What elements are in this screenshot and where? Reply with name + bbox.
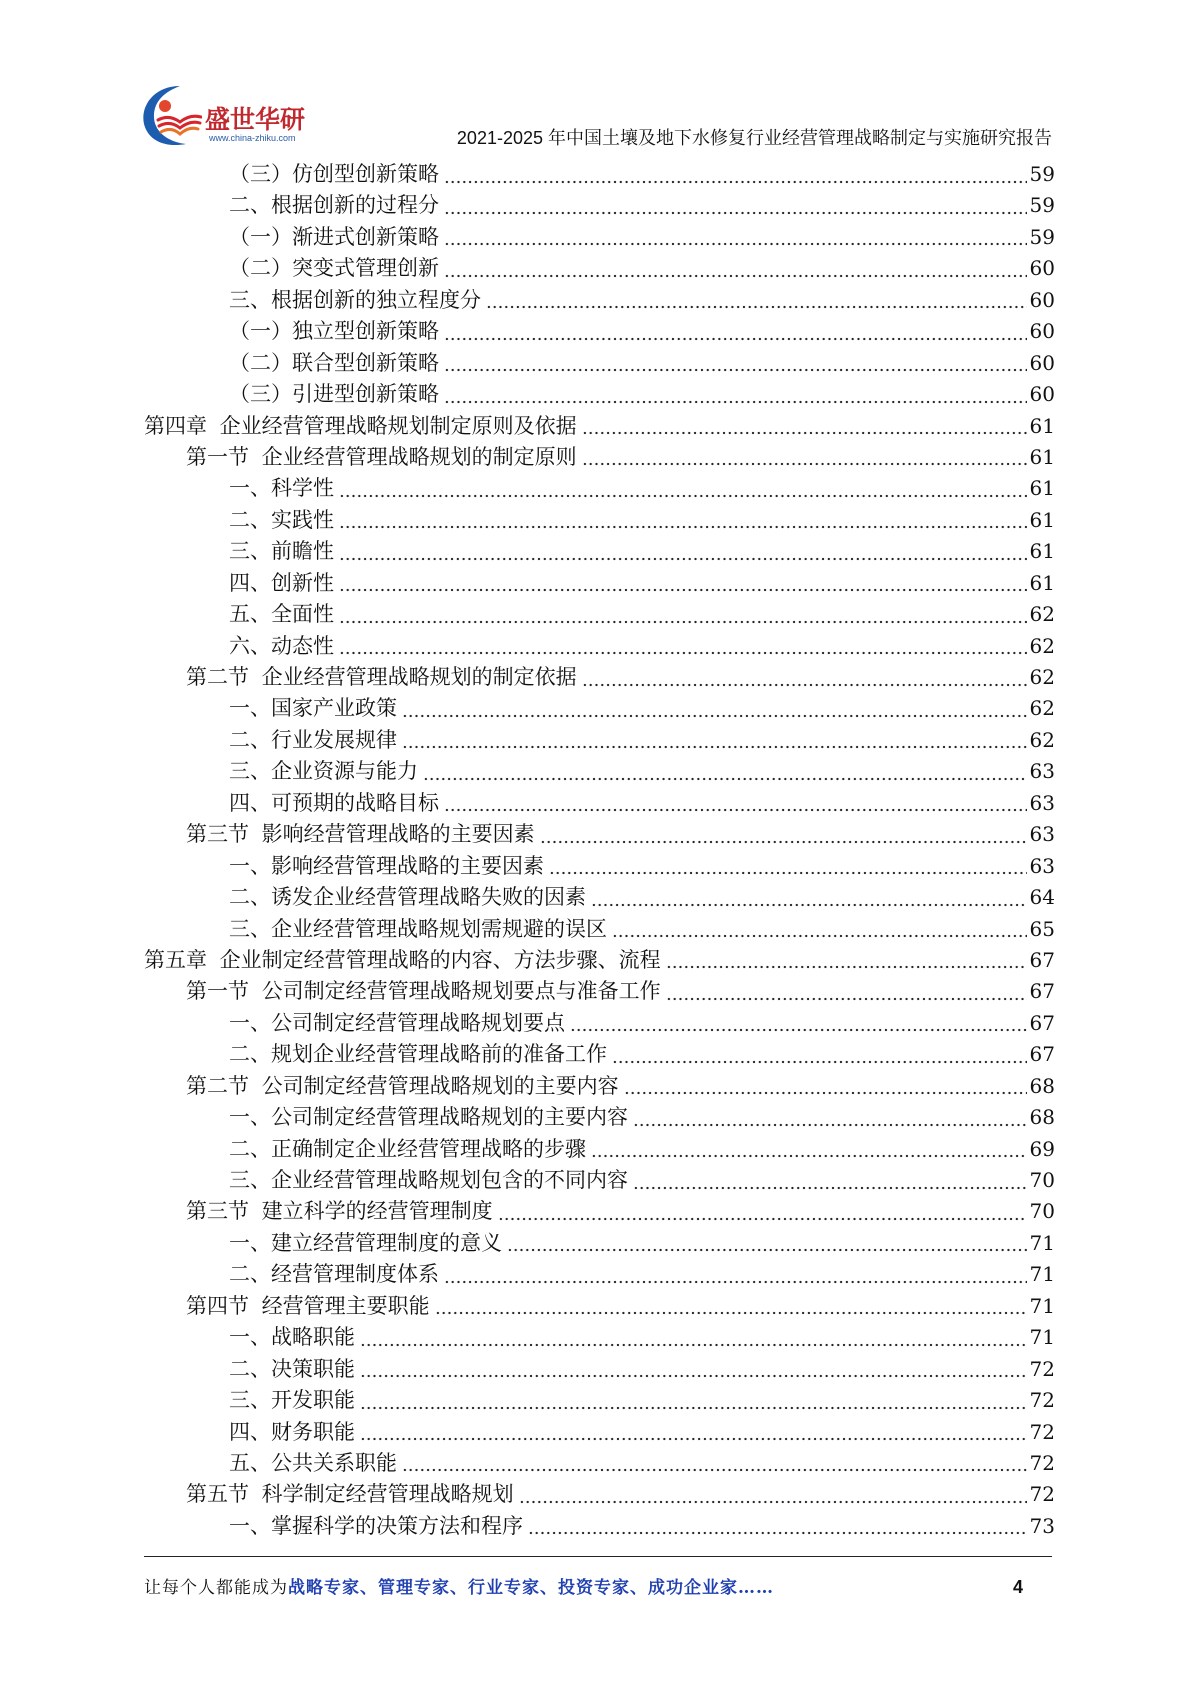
toc-dot-leader	[401, 1448, 1027, 1479]
toc-entry-title: 三、企业资源与能力	[229, 759, 418, 784]
toc-entry-title: （三）仿创型创新策略	[229, 162, 439, 186]
footer-slogan-highlight: 战略专家、管理专家、行业专家、投资专家、成功企业家……	[288, 1578, 774, 1598]
toc-entry-title: 一、影响经营管理战略的主要因素	[229, 853, 544, 878]
toc-entry-title: 三、开发职能	[229, 1388, 355, 1413]
toc-item-entry	[144, 1165, 1055, 1196]
toc-entry-page-number: 63	[1029, 822, 1055, 847]
toc-dot-leader	[611, 1039, 1027, 1070]
toc-entry-page-number: 68	[1029, 1105, 1055, 1130]
toc-item-entry	[144, 1228, 1055, 1259]
toc-entry-page-number: 62	[1029, 696, 1055, 721]
toc-entry-page-number: 73	[1029, 1513, 1055, 1538]
page-number: 4	[1012, 1577, 1023, 1597]
toc-entry-title: 四、创新性	[229, 570, 334, 595]
toc-entry-title: 第五节 科学制定经营管理战略规划	[186, 1482, 514, 1507]
toc-entry-title: 二、决策职能	[229, 1356, 355, 1381]
toc-entry-title: 第四章 企业经营管理战略规划制定原则及依据	[144, 413, 577, 438]
toc-item-entry	[144, 882, 1055, 913]
toc-dot-leader	[539, 819, 1027, 850]
toc-item-entry	[144, 505, 1055, 536]
toc-entry-page-number: 71	[1029, 1230, 1055, 1255]
toc-item-entry	[144, 222, 1055, 253]
toc-entry-page-number: 63	[1029, 759, 1055, 784]
toc-entry-title: 第三节 影响经营管理战略的主要因素	[186, 822, 535, 847]
toc-dot-leader	[443, 788, 1027, 819]
toc-entry-page-number: 72	[1029, 1450, 1055, 1475]
toc-entry-page-number: 65	[1029, 916, 1055, 941]
toc-chapter-entry	[144, 945, 1055, 976]
toc-entry-title: 三、企业经营管理战略规划包含的不同内容	[229, 1168, 628, 1192]
toc-entry-title: 二、根据创新的过程分	[229, 193, 439, 218]
toc-item-entry	[144, 253, 1055, 284]
toc-dot-leader	[443, 253, 1027, 284]
toc-dot-leader	[338, 473, 1027, 504]
toc-entry-title: 三、前瞻性	[229, 539, 334, 564]
toc-entry-page-number: 61	[1029, 413, 1055, 438]
toc-dot-leader	[443, 159, 1027, 190]
toc-entry-title: 一、科学性	[229, 476, 334, 501]
toc-entry-page-number: 71	[1029, 1262, 1055, 1287]
toc-section-entry	[144, 442, 1055, 473]
toc-entry-page-number: 61	[1029, 444, 1055, 469]
toc-entry-title: 一、公司制定经营管理战略规划要点	[229, 1010, 565, 1035]
toc-entry-page-number: 72	[1029, 1419, 1055, 1444]
toc-entry-page-number: 69	[1029, 1136, 1055, 1161]
toc-dot-leader	[506, 1228, 1027, 1259]
toc-entry-page-number: 70	[1029, 1168, 1055, 1192]
toc-section-entry	[144, 819, 1055, 850]
toc-dot-leader	[359, 1417, 1027, 1448]
toc-entry-page-number: 64	[1029, 885, 1055, 910]
toc-item-entry	[144, 1134, 1055, 1165]
toc-entry-title: 二、经营管理制度体系	[229, 1262, 439, 1287]
toc-entry-title: （一）渐进式创新策略	[229, 224, 439, 249]
toc-entry-page-number: 62	[1029, 602, 1055, 627]
footer-slogan	[144, 1577, 774, 1599]
toc-section-entry	[144, 1479, 1055, 1510]
toc-entry-page-number: 61	[1029, 476, 1055, 501]
toc-item-entry	[144, 1417, 1055, 1448]
toc-entry-page-number: 72	[1029, 1356, 1055, 1381]
toc-entry-page-number: 68	[1029, 1073, 1055, 1098]
toc-entry-title: 四、可预期的战略目标	[229, 790, 439, 815]
toc-entry-title: 二、实践性	[229, 507, 334, 532]
toc-item-entry	[144, 599, 1055, 630]
toc-entry-page-number: 59	[1029, 193, 1055, 218]
toc-item-entry	[144, 316, 1055, 347]
toc-entry-page-number: 61	[1029, 507, 1055, 532]
toc-dot-leader	[401, 725, 1027, 756]
toc-dot-leader	[632, 1165, 1027, 1196]
toc-item-entry	[144, 1385, 1055, 1416]
toc-entry-page-number: 62	[1029, 665, 1055, 689]
toc-item-entry	[144, 379, 1055, 410]
toc-entry-page-number: 71	[1029, 1293, 1055, 1318]
toc-entry-page-number: 59	[1029, 224, 1055, 249]
toc-entry-page-number: 59	[1029, 162, 1055, 186]
toc-entry-title: 第四节 经营管理主要职能	[186, 1293, 430, 1318]
toc-entry-title: 一、公司制定经营管理战略规划的主要内容	[229, 1105, 628, 1130]
toc-entry-title: 一、国家产业政策	[229, 696, 397, 721]
toc-entry-title: 四、财务职能	[229, 1419, 355, 1444]
toc-entry-page-number: 60	[1029, 350, 1055, 375]
toc-dot-leader	[548, 851, 1027, 882]
toc-dot-leader	[632, 1102, 1027, 1133]
toc-entry-page-number: 72	[1029, 1482, 1055, 1507]
toc-section-entry	[144, 1196, 1055, 1227]
toc-dot-leader	[443, 222, 1027, 253]
toc-dot-leader	[434, 1291, 1027, 1322]
toc-dot-leader	[581, 662, 1027, 693]
footer-divider	[144, 1556, 1052, 1557]
toc-item-entry	[144, 756, 1055, 787]
toc-entry-page-number: 63	[1029, 853, 1055, 878]
toc-entry-page-number: 60	[1029, 319, 1055, 344]
toc-item-entry	[144, 1259, 1055, 1290]
toc-dot-leader	[497, 1196, 1027, 1227]
toc-entry-title: （一）独立型创新策略	[229, 319, 439, 344]
toc-entry-title: 第二节 企业经营管理战略规划的制定依据	[186, 665, 577, 689]
toc-entry-page-number: 71	[1029, 1325, 1055, 1350]
toc-dot-leader	[590, 1134, 1027, 1165]
toc-entry-title: 六、动态性	[229, 633, 334, 658]
toc-entry-title: 一、战略职能	[229, 1325, 355, 1350]
toc-item-entry	[144, 348, 1055, 379]
toc-section-entry	[144, 976, 1055, 1007]
toc-entry-page-number: 62	[1029, 633, 1055, 658]
toc-dot-leader	[338, 536, 1027, 567]
toc-entry-page-number: 60	[1029, 382, 1055, 407]
toc-item-entry	[144, 631, 1055, 662]
toc-dot-leader	[443, 1259, 1027, 1290]
toc-dot-leader	[359, 1385, 1027, 1416]
toc-entry-title: 第一节 企业经营管理战略规划的制定原则	[186, 444, 577, 469]
toc-item-entry	[144, 851, 1055, 882]
toc-dot-leader	[338, 599, 1027, 630]
toc-entry-title: 一、建立经营管理制度的意义	[229, 1230, 502, 1255]
toc-entry-title: 第三节 建立科学的经营管理制度	[186, 1199, 493, 1224]
toc-list	[144, 159, 1055, 1542]
toc-dot-leader	[611, 914, 1027, 945]
toc-item-entry	[144, 1354, 1055, 1385]
toc-entry-page-number: 62	[1029, 727, 1055, 752]
toc-entry-title: 第一节 公司制定经营管理战略规划要点与准备工作	[186, 979, 661, 1004]
toc-entry-page-number: 67	[1029, 947, 1055, 972]
toc-entry-title: 三、根据创新的独立程度分	[229, 287, 481, 312]
toc-dot-leader	[581, 442, 1027, 473]
toc-entry-page-number: 67	[1029, 1042, 1055, 1067]
toc-item-entry	[144, 914, 1055, 945]
toc-dot-leader	[401, 693, 1027, 724]
toc-entry-page-number: 70	[1029, 1199, 1055, 1224]
toc-dot-leader	[359, 1322, 1027, 1353]
toc-entry-page-number: 60	[1029, 287, 1055, 312]
toc-item-entry	[144, 473, 1055, 504]
logo-text: 盛世华研	[205, 105, 306, 134]
toc-section-entry	[144, 1071, 1055, 1102]
toc-entry-page-number: 61	[1029, 570, 1055, 595]
toc-dot-leader	[338, 568, 1027, 599]
toc-dot-leader	[581, 411, 1027, 442]
toc-dot-leader	[338, 505, 1027, 536]
toc-item-entry	[144, 285, 1055, 316]
toc-section-entry	[144, 662, 1055, 693]
toc-dot-leader	[485, 285, 1027, 316]
toc-dot-leader	[338, 631, 1027, 662]
toc-entry-title: （二）联合型创新策略	[229, 350, 439, 375]
toc-section-entry	[144, 1291, 1055, 1322]
toc-entry-page-number: 61	[1029, 539, 1055, 564]
toc-entry-page-number: 63	[1029, 790, 1055, 815]
toc-entry-title: 第二节 公司制定经营管理战略规划的主要内容	[186, 1073, 619, 1098]
toc-dot-leader	[443, 316, 1027, 347]
toc-dot-leader	[590, 882, 1027, 913]
toc-entry-title: （二）突变式管理创新	[229, 256, 439, 281]
toc-item-entry	[144, 1448, 1055, 1479]
toc-dot-leader	[665, 976, 1027, 1007]
toc-item-entry	[144, 1511, 1055, 1542]
toc-dot-leader	[623, 1071, 1027, 1102]
toc-dot-leader	[527, 1511, 1027, 1542]
toc-entry-page-number: 72	[1029, 1388, 1055, 1413]
toc-dot-leader	[443, 190, 1027, 221]
toc-entry-page-number: 60	[1029, 256, 1055, 281]
toc-entry-title: 第五章 企业制定经营管理战略的内容、方法步骤、流程	[144, 947, 661, 972]
toc-item-entry	[144, 1102, 1055, 1133]
toc-item-entry	[144, 725, 1055, 756]
toc-entry-page-number: 67	[1029, 979, 1055, 1004]
company-logo	[140, 84, 312, 148]
report-title: 2021-2025 年中国土壤及地下水修复行业经营管理战略制定与实施研究报告	[456, 128, 1052, 148]
toc-entry-title: 五、全面性	[229, 602, 334, 627]
toc-entry-title: 二、规划企业经营管理战略前的准备工作	[229, 1042, 607, 1067]
toc-entry-title: 二、行业发展规律	[229, 727, 397, 752]
toc-item-entry	[144, 693, 1055, 724]
toc-dot-leader	[443, 379, 1027, 410]
toc-item-entry	[144, 568, 1055, 599]
toc-dot-leader	[443, 348, 1027, 379]
toc-entry-title: （三）引进型创新策略	[229, 382, 439, 407]
toc-entry-title: 五、公共关系职能	[229, 1450, 397, 1475]
toc-dot-leader	[359, 1354, 1027, 1385]
toc-dot-leader	[422, 756, 1027, 787]
toc-item-entry	[144, 190, 1055, 221]
toc-entry-title: 一、掌握科学的决策方法和程序	[229, 1513, 523, 1538]
toc-dot-leader	[569, 1008, 1027, 1039]
toc-item-entry	[144, 1322, 1055, 1353]
toc-dot-leader	[518, 1479, 1027, 1510]
toc-item-entry	[144, 1039, 1055, 1070]
toc-item-entry	[144, 536, 1055, 567]
toc-dot-leader	[665, 945, 1027, 976]
toc-item-entry	[144, 159, 1055, 190]
toc-item-entry	[144, 1008, 1055, 1039]
logo-emblem-icon	[140, 84, 202, 146]
toc-chapter-entry	[144, 411, 1055, 442]
toc-entry-title: 二、诱发企业经营管理战略失败的因素	[229, 885, 586, 910]
toc-entry-page-number: 67	[1029, 1010, 1055, 1035]
toc-item-entry	[144, 788, 1055, 819]
toc-entry-title: 三、企业经营管理战略规划需规避的误区	[229, 916, 607, 941]
footer-slogan-prefix: 让每个人都能成为	[144, 1578, 288, 1598]
toc-entry-title: 二、正确制定企业经营管理战略的步骤	[229, 1136, 586, 1161]
logo-website: www.china-zhiku.com	[209, 133, 296, 143]
